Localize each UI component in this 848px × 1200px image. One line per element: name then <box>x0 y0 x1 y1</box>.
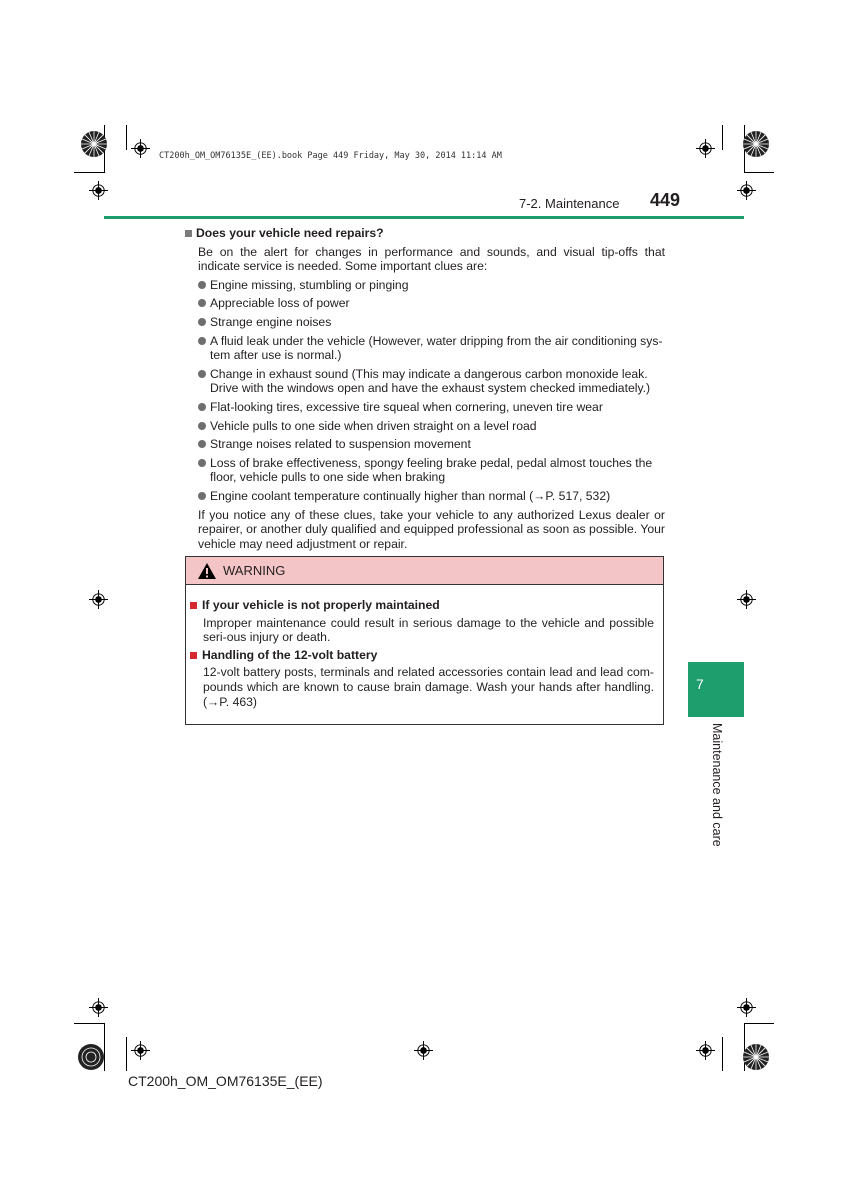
registration-target-icon <box>696 1041 715 1060</box>
list-item <box>198 334 665 363</box>
chapter-number: 7 <box>696 676 704 692</box>
warning-title: WARNING <box>223 563 286 578</box>
list-item <box>198 489 665 504</box>
list-item-text: Engine coolant temperature continually higher than normal (→P. 517, 532) <box>210 488 611 503</box>
registration-target-icon <box>89 590 108 609</box>
bullet-dot-icon <box>198 299 206 307</box>
section-heading-text: Does your vehicle need repairs? <box>196 226 384 240</box>
page-number: 449 <box>650 190 681 210</box>
warning-header <box>186 557 663 585</box>
bullet-dot-icon <box>198 459 206 467</box>
warning-item <box>190 598 654 645</box>
registration-target-icon <box>414 1041 433 1060</box>
starburst-target-icon <box>742 1043 770 1071</box>
list-item <box>198 296 665 311</box>
registration-target-icon <box>696 139 715 158</box>
registration-target-icon <box>737 590 756 609</box>
registration-target-icon <box>131 139 150 158</box>
crop-mark <box>74 1023 104 1024</box>
list-item <box>198 419 665 434</box>
bullet-dot-icon <box>198 337 206 345</box>
section-heading <box>185 226 665 241</box>
crop-mark <box>126 1037 127 1071</box>
warning-item-text: 12-volt battery posts, terminals and related accessories contain lead and lead com-pounds which are known to cause brain damage. Wash your hands after handling. (→P. 463) <box>203 665 654 709</box>
bullet-dot-icon <box>198 492 206 500</box>
red-square-bullet-icon <box>190 652 197 659</box>
registration-target-icon <box>737 181 756 200</box>
list-item-text: Strange engine noises <box>210 314 332 329</box>
square-bullet-icon <box>185 230 192 237</box>
crop-mark <box>744 172 774 173</box>
crop-mark <box>126 125 127 150</box>
list-item-text: Engine missing, stumbling or pinging <box>210 277 409 292</box>
header-rule <box>104 216 744 219</box>
list-item-text: Loss of brake effectiveness, spongy feeling brake pedal, pedal almost touches the floor, vehicle pulls to one side when braking <box>210 455 653 485</box>
bullet-dot-icon <box>198 370 206 378</box>
starburst-target-icon <box>742 130 770 158</box>
warning-item-text: Improper maintenance could result in serious damage to the vehicle and possible seri-ous injury or death. <box>203 615 654 645</box>
bullet-dot-icon <box>198 318 206 326</box>
bullet-dot-icon <box>198 440 206 448</box>
starburst-target-icon <box>77 1043 105 1071</box>
list-item <box>198 400 665 415</box>
warning-triangle-icon <box>197 562 217 580</box>
bullet-dot-icon <box>198 281 206 289</box>
clue-list <box>185 278 665 504</box>
starburst-target-icon <box>80 130 108 158</box>
footer-code: CT200h_OM_OM76135E_(EE) <box>128 1073 323 1089</box>
registration-target-icon <box>89 998 108 1017</box>
crop-mark <box>74 172 104 173</box>
crop-mark <box>744 1023 774 1024</box>
repairs-section <box>185 226 665 551</box>
bullet-dot-icon <box>198 422 206 430</box>
warning-item <box>190 648 654 709</box>
warning-box <box>185 556 664 725</box>
crop-mark <box>722 1037 723 1071</box>
list-item <box>198 367 665 396</box>
registration-target-icon <box>131 1041 150 1060</box>
list-item <box>198 437 665 452</box>
print-info: CT200h_OM_OM76135E_(EE).book Page 449 Friday, May 30, 2014 11:14 AM <box>159 151 502 161</box>
warning-item-heading: If your vehicle is not properly maintained <box>202 598 440 612</box>
list-item-text: Strange noises related to suspension movement <box>210 437 471 452</box>
list-item-text: Flat-looking tires, excessive tire squeal when cornering, uneven tire wear <box>210 399 603 414</box>
section-intro: Be on the alert for changes in performance and sounds, and visual tip-offs that indicate service is needed. Some important clues are: <box>198 244 665 274</box>
registration-target-icon <box>737 998 756 1017</box>
section-closing: If you notice any of these clues, take your vehicle to any authorized Lexus dealer or repairer, or another duly qualified and equipped professional as soon as possible. Your vehicle may need adjustment or repair. <box>198 507 665 551</box>
registration-target-icon <box>89 181 108 200</box>
list-item <box>198 456 665 485</box>
list-item-text: Appreciable loss of power <box>210 296 350 311</box>
list-item <box>198 315 665 330</box>
crop-mark <box>722 125 723 150</box>
section-title: 7-2. Maintenance <box>519 196 620 211</box>
bullet-dot-icon <box>198 403 206 411</box>
warning-item-heading: Handling of the 12-volt battery <box>202 647 378 662</box>
list-item-text: Change in exhaust sound (This may indicate a dangerous carbon monoxide leak. Drive with the windows open and have the exhaust system checked immediately.) <box>210 366 651 396</box>
list-item <box>198 278 665 293</box>
list-item-text: A fluid leak under the vehicle (However, water dripping from the air conditioning sys-tem after use is normal.) <box>210 333 663 363</box>
red-square-bullet-icon <box>190 602 197 609</box>
chapter-tab[interactable] <box>688 662 744 717</box>
chapter-label: Maintenance and care <box>710 723 724 847</box>
list-item-text: Vehicle pulls to one side when driven straight on a level road <box>210 418 537 433</box>
